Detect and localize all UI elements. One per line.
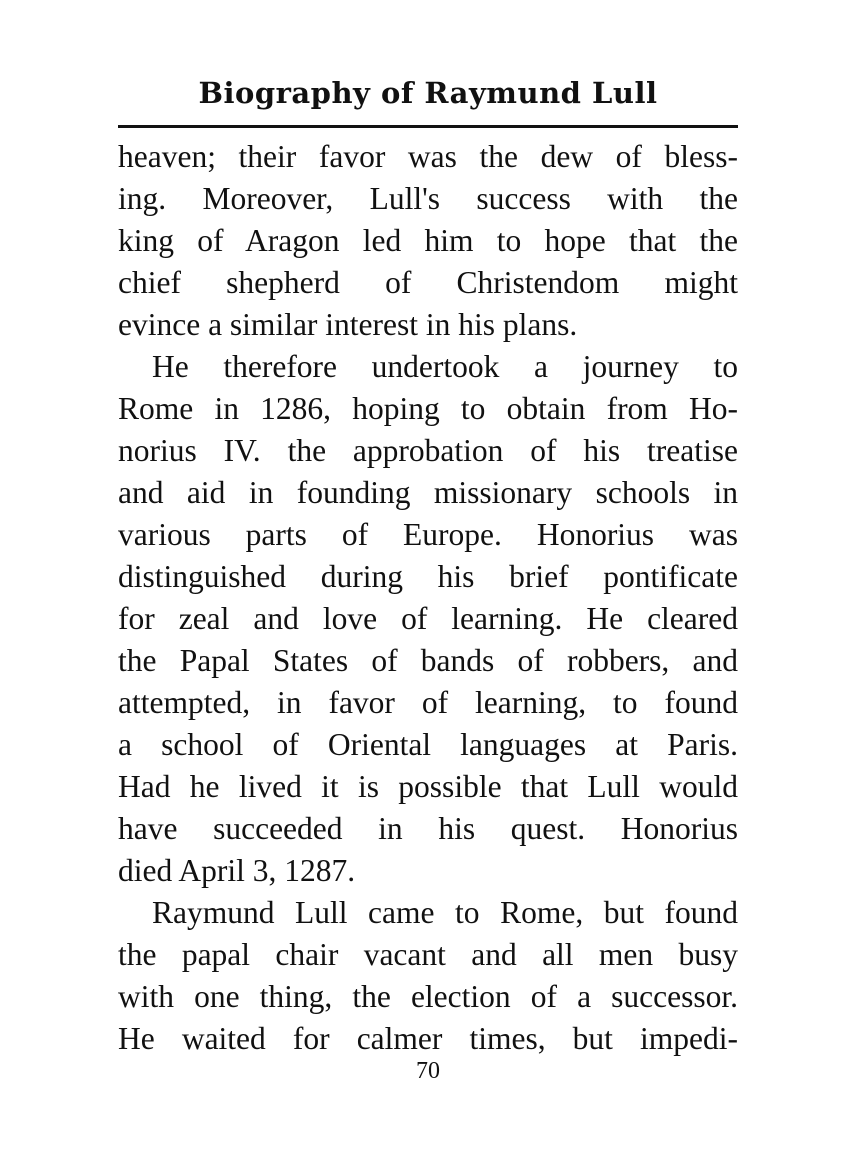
text-line: He waited for calmer times, but impedi-	[118, 1021, 738, 1056]
text-line: norius IV. the approbation of his treatise	[118, 433, 738, 468]
paragraph-first-line: He therefore undertook a journey to	[152, 349, 738, 384]
body-text	[118, 136, 738, 1060]
text-line: have succeeded in his quest. Honorius	[118, 811, 738, 846]
text-line: distinguished during his brief pontificate	[118, 559, 738, 594]
text-line: Had he lived it is possible that Lull would	[118, 769, 738, 804]
text-line: attempted, in favor of learning, to found	[118, 685, 738, 720]
text-line: and aid in founding missionary schools in	[118, 475, 738, 510]
text-line: various parts of Europe. Honorius was	[118, 517, 738, 552]
text-line: ing. Moreover, Lull's success with the	[118, 181, 738, 216]
text-line: evince a similar interest in his plans.	[118, 307, 578, 342]
text-line: a school of Oriental languages at Paris.	[118, 727, 738, 762]
text-line: heaven; their favor was the dew of bless-	[118, 139, 738, 174]
text-line: chief shepherd of Christendom might	[118, 265, 738, 300]
text-line: the papal chair vacant and all men busy	[118, 937, 738, 972]
page-number: 70	[416, 1058, 440, 1084]
text-line: king of Aragon led him to hope that the	[118, 223, 738, 258]
paragraph-first-line: Raymund Lull came to Rome, but found	[152, 895, 738, 930]
header-rule	[118, 125, 738, 128]
text-line: for zeal and love of learning. He cleared	[118, 601, 738, 636]
running-head: Biography of Raymund Lull	[198, 76, 658, 110]
text-line: died April 3, 1287.	[118, 853, 356, 888]
text-line: the Papal States of bands of robbers, and	[118, 643, 738, 678]
text-line: with one thing, the election of a successor.	[118, 979, 738, 1014]
text-line: Rome in 1286, hoping to obtain from Ho-	[118, 391, 738, 426]
